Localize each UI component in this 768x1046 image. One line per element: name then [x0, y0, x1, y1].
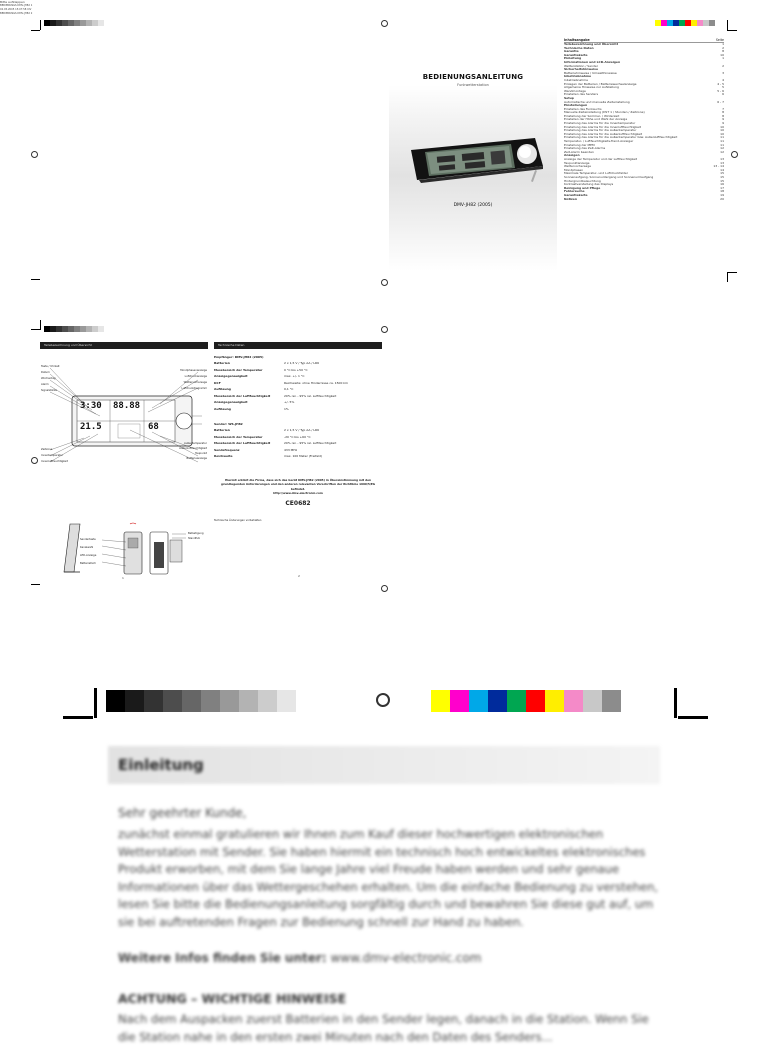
- toc-section-heading: Anzeigen: [564, 153, 580, 158]
- gray-calibration-strip: [44, 20, 104, 26]
- lcd-pressure: 88.88: [113, 401, 141, 411]
- toc-entry[interactable]: Einstellen des Funksuchs 7: [564, 106, 724, 111]
- diagram-label: Zeitzone: [41, 448, 53, 451]
- crop-mark: [31, 329, 40, 330]
- diagram-label: Taste / Uhrzeit: [41, 365, 60, 368]
- toc-entry[interactable]: Allgemeine Hinweise zur Aufstellung 5: [564, 85, 724, 90]
- crop-mark: [31, 584, 40, 585]
- toc-entry[interactable]: Einstellung der MEM 11: [564, 142, 724, 147]
- color-swatch: [507, 690, 526, 712]
- parts-header: Teilebezeichnung und Übersicht: [40, 342, 208, 349]
- gray-calibration-strip: [106, 690, 296, 712]
- spec-row: Sendefrequenz 433 MHz: [214, 447, 298, 452]
- imprint-left: BEDIENUNGS DMV-JH82 1: [0, 4, 33, 7]
- imprint-right: 02.05.2005 15:07:58 Uhr: [0, 8, 32, 11]
- toc-section-heading: Sicherheitshinweise: [564, 67, 598, 72]
- specs-footer: Technische Änderungen vorbehalten: [214, 519, 262, 522]
- page-number-left: 1: [122, 576, 124, 580]
- warning-paragraph: Nach dem Auspacken zuerst Batterien in den Sender legen, danach in die Station. Wenn Sie die Station nahe in den ersten zwei Minuten nach den Daten des Senders...: [118, 1012, 649, 1044]
- toc-entry[interactable]: Einstellung des Alarms für die Außenluftfeuchtigkeit 10: [564, 131, 724, 136]
- toc-entry[interactable]: Anzeige der Temperatur und der Luftfeuchtigkeit 13: [564, 157, 724, 161]
- toc-entry[interactable]: Wetterstation / Sender 2: [564, 63, 724, 68]
- toc-entry[interactable]: Einstellung des Alarms für die Außentemperatur bzw. Außenluftfeuchtigkeit 11: [564, 135, 724, 140]
- color-swatch: [239, 690, 258, 712]
- color-calibration-strip: [431, 690, 621, 712]
- cover-page: [389, 33, 557, 271]
- toc-list: [564, 43, 724, 201]
- toc-section-heading: Garantie 8: [564, 49, 724, 54]
- color-swatch: [709, 20, 715, 26]
- spec-row: DCF Reichweite: ohne Hindernisse ca. 1500 km: [214, 380, 348, 385]
- crop-mark: [674, 688, 677, 718]
- color-swatch: [220, 690, 239, 712]
- spec-row: Auflösung 0,1 °C: [214, 387, 294, 391]
- registration-mark-icon: [31, 457, 38, 464]
- color-swatch: [258, 690, 277, 712]
- station-spec-title: Empfänger: DMV-JH82 (2005): [214, 355, 264, 359]
- more-info-link[interactable]: www.dmv-electronic.com: [330, 951, 482, 965]
- crop-mark: [727, 20, 728, 30]
- toc-entry[interactable]: Einstellen des Senders 6: [564, 92, 724, 97]
- toc-entry[interactable]: Kontrastverstellung des Displays 16: [564, 182, 724, 187]
- sender-diagram: [40, 522, 208, 580]
- intro-paragraph: zunächst einmal gratulieren wir Ihnen zum Kauf dieser hochwertigen elektronischen Wetterstation mit Sender. Sie haben hiermit ein technisch hoch entwickeltes elektronisches Produkt erworben, mit dem Sie lange Jahre viel Freude haben werden und sehr genaue Informationen über das Wettergeschehen erhalten. Um die einfache Bedienung zu verstehen, lesen Sie bitte die Bedienungsanleitung sorgfältig durch und bewahren Sie diese gut auf, um sie bei auftretenden Fragen zur Bedienung schnell zur Hand zu haben.: [118, 827, 659, 929]
- diagram-label: Signalstärke: [41, 389, 57, 392]
- diagram-label: Wettervorhersage: [183, 381, 207, 384]
- color-swatch: [469, 690, 488, 712]
- spec-row: Anzeigegenauigkeit max. +/- 1 °C: [214, 374, 305, 378]
- diagram-label: Innentemperatur: [41, 454, 64, 457]
- spec-row: Messbereich der Luftfeuchtigkeit 20% rel. - 95% rel. Luftfeuchtigkeit: [214, 441, 337, 445]
- lcd-temperature: 21.5: [80, 422, 102, 432]
- color-swatch: [450, 690, 469, 712]
- color-swatch: [564, 690, 583, 712]
- cover-title: BEDIENUNGSANLEITUNG: [422, 73, 524, 81]
- spec-row: Auflösung 1%: [214, 406, 289, 411]
- warning-heading: ACHTUNG – WICHTIGE HINWEISE: [118, 991, 347, 1006]
- diagram-label: Außentemperatur: [183, 442, 207, 445]
- more-info-line: [118, 951, 481, 965]
- toc-entry[interactable]: Einstellung des Alarms für die Innentemperatur 9: [564, 121, 724, 126]
- color-swatch: [163, 690, 182, 712]
- imprint-left: BEDIENUNGS DMV-JH82 2: [0, 12, 33, 15]
- diagram-label: Luftdruckanzeige: [184, 375, 207, 378]
- station-spec-table: [214, 360, 382, 412]
- diagram-label: Kanalwahl: [80, 546, 94, 549]
- diagram-label: Taupunkt: [195, 452, 207, 455]
- color-swatch: [545, 690, 564, 712]
- greeting: Sehr geehrter Kunde,: [118, 806, 247, 820]
- toc-heading: Inhaltsangabe: [564, 38, 590, 42]
- toc-section-heading: Technische Daten 2: [564, 45, 724, 50]
- diagram-label: Mondphasenanzeige: [180, 369, 207, 372]
- toc-section-heading: Garantiekarte 10: [564, 52, 724, 57]
- specs-page: [214, 342, 382, 580]
- color-swatch: [431, 690, 450, 712]
- diagram-label: Batterieanzeige: [186, 457, 207, 460]
- color-swatch: [182, 690, 201, 712]
- toc-entry[interactable]: Mondphasen 14: [564, 167, 724, 172]
- toc-section-heading: Setup: [564, 95, 574, 100]
- toc-section-heading: Teilebezeichnung und Übersicht 1: [564, 42, 724, 46]
- diagram-label: Innenluftfeuchtigkeit: [41, 460, 68, 463]
- color-swatch: [526, 690, 545, 712]
- toc-section-heading: Fehlersuche 18: [564, 189, 724, 194]
- heading-band: [108, 746, 660, 784]
- toc-entry[interactable]: Einstellung des Alarms für die Innenluftfeuchtigkeit 10: [564, 124, 724, 129]
- diagram-label: Außenluftfeuchtigkeit: [179, 447, 207, 450]
- toc-page: [564, 38, 724, 270]
- crop-mark: [63, 716, 93, 719]
- toc-entry[interactable]: Taupunktanzeige 13: [564, 160, 724, 165]
- station-diagram: [40, 352, 208, 464]
- toc-section-heading: Reinigung und Pflege 17: [564, 185, 724, 190]
- toc-entry[interactable]: Temperatur- / Luftfeuchtigkeits-Trend-Anzeiger 11: [564, 139, 724, 144]
- crop-mark: [40, 20, 41, 30]
- spec-row: Batterien 2 x 1,5 V / Typ AA / LR6: [214, 428, 320, 432]
- toc-section-heading: Notizen 20: [564, 196, 724, 201]
- crop-mark: [678, 716, 708, 719]
- toc-entry[interactable]: Wettervorhersage 13 - 14: [564, 164, 724, 169]
- registration-mark-icon: [381, 585, 388, 592]
- toc-entry[interactable]: Hintergrundbeleuchtung 15: [564, 178, 724, 183]
- more-info-label: Weitere Infos finden Sie unter:: [118, 951, 327, 965]
- diagram-label: Alarm: [41, 383, 49, 386]
- color-swatch: [583, 690, 602, 712]
- toc-entry[interactable]: Zeit-Alarm beenden 12: [564, 149, 724, 154]
- diagram-label: Sendertaste: [80, 538, 96, 541]
- spec-row: Messbereich der Temperatur 0 °C bis +50 °C: [214, 367, 308, 372]
- diagram-label: Luftdruckdiagramm: [181, 387, 207, 390]
- website: http://www.dmv-electronic.com: [273, 491, 323, 495]
- registration-mark-icon: [381, 20, 388, 27]
- diagram-label: Datum: [41, 371, 50, 374]
- toc-entry[interactable]: Einlegen der Batterien / Batteriewechselanzeige 4 - 5: [564, 81, 724, 86]
- specs-header: Technische Daten: [214, 342, 382, 349]
- color-swatch: [201, 690, 220, 712]
- lcd-time: 3:30: [80, 401, 102, 411]
- color-swatch: [488, 690, 507, 712]
- color-calibration-strip: [655, 20, 715, 26]
- lcd-humidity: 68: [148, 422, 159, 432]
- registration-mark-icon: [381, 279, 388, 286]
- registration-mark-icon: [31, 151, 38, 158]
- cover-model: DMV-JH82 (2005): [453, 203, 493, 208]
- toc-section-heading: Einleitung 1: [564, 56, 724, 61]
- fold-note: Bitte aufklappen: [0, 0, 25, 4]
- gray-calibration-strip: [44, 326, 104, 332]
- crop-mark: [31, 279, 40, 280]
- registration-mark-icon: [376, 693, 390, 707]
- crop-mark: [727, 30, 737, 31]
- spec-row: Messbereich der Luftfeuchtigkeit 20% rel. - 95% rel. Luftfeuchtigkeit: [214, 393, 337, 398]
- weather-station-image: [407, 130, 547, 185]
- toc-entry[interactable]: Manuelle Zeiteinstellung (DST 1 / Stunden / Zeitzone) 8: [564, 110, 724, 115]
- section-heading: Einleitung: [118, 756, 204, 774]
- sender-spec-table: [214, 427, 382, 460]
- cover-subtitle: Funkwetterstation: [457, 83, 489, 87]
- toc-entry[interactable]: Wandmontage 5 - 6: [564, 88, 724, 93]
- toc-entry[interactable]: Batteriehinweise / Umwelthinweise 3: [564, 70, 724, 75]
- color-swatch: [602, 690, 621, 712]
- toc-section-heading: Inbetriebnahme: [564, 74, 592, 79]
- color-swatch: [144, 690, 163, 712]
- toc-entry[interactable]: Einstellung des Alarms für die Außentemperatur 10: [564, 128, 724, 133]
- sender-spec-title: Sender: WS-JH82: [214, 422, 243, 426]
- toc-entry[interactable]: Maximale Temperatur- und Luftdruckfelder 15: [564, 171, 724, 176]
- toc-entry[interactable]: Einstellung der Sommer- / Winterzeit 8: [564, 113, 724, 118]
- toc-entry[interactable]: Automatische und manuelle Zeiteinstellung 6 - 7: [564, 99, 724, 104]
- spec-row: Batterien 2 x 1,5 V / Typ AA / LR6: [214, 361, 320, 365]
- crop-mark: [727, 272, 737, 273]
- spec-row: Messbereich der Temperatur -20 °C bis +60 °C: [214, 434, 311, 439]
- spec-row: Anzeigegenauigkeit +/- 5%: [214, 400, 295, 404]
- page-number-right: 2: [298, 574, 300, 578]
- color-swatch: [98, 20, 104, 26]
- crop-mark: [94, 688, 97, 718]
- parts-page: [40, 342, 208, 580]
- toc-entry[interactable]: Sonnenaufgang, Sonnenuntergang und Sonnenumlaufgang 15: [564, 174, 724, 179]
- color-swatch: [277, 690, 296, 712]
- toc-entry[interactable]: Inbetriebnahme 4: [564, 77, 724, 82]
- spec-row: Reichweite max. 100 Meter (Freifeld): [214, 454, 323, 458]
- crop-mark: [727, 272, 728, 282]
- diagram-label: Wochentag: [41, 377, 56, 380]
- declaration: Hiermit erklärt die Firma, dass sich das Gerät DMV-JH82 (2005) in Übereinstimmung mit den grundlegenden Anforderungen und den anderen relevanten Vorschriften der Richtlinie 1999/5/EG befindet.: [220, 477, 376, 491]
- toc-entry[interactable]: Einstellung des Zeit-Alarms 12: [564, 146, 724, 151]
- diagram-label: Befestigung: [188, 532, 204, 535]
- color-swatch: [125, 690, 144, 712]
- toc-entry[interactable]: Einstellen der Höhe und Wahl der Anzeige 9: [564, 117, 724, 122]
- color-swatch: [106, 690, 125, 712]
- registration-mark-icon: [731, 151, 738, 158]
- registration-mark-icon: [381, 326, 388, 333]
- toc-section-heading: Garantiekarte 19: [564, 192, 724, 197]
- diagram-label: LED-Anzeige: [80, 554, 97, 557]
- diagram-label: Batteriefach: [80, 562, 96, 565]
- toc-section-heading: Einstellungen: [564, 103, 588, 108]
- toc-page-col: Seite: [715, 38, 724, 42]
- crop-mark: [40, 320, 41, 330]
- ce-mark: CE0682: [285, 500, 311, 507]
- toc-section-heading: Informationen und LCD-Anzeigen: [564, 59, 621, 64]
- color-swatch: [98, 326, 104, 332]
- diagram-label: Standfuß: [188, 537, 200, 540]
- crop-mark: [31, 30, 40, 31]
